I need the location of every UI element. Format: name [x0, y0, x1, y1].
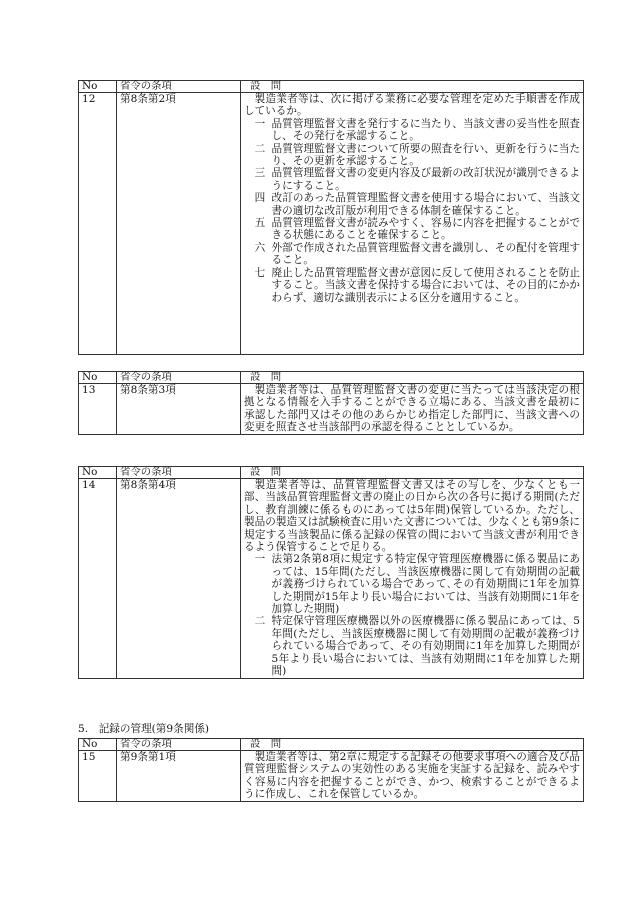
table-row [79, 479, 584, 679]
question-lead: 製造業者等は、次に掲げる業務に必要な管理を定めた手順書を作成しているか。 [244, 93, 580, 118]
item-text: 改訂のあった品質管理監督文書を使用する場合において、当該文書の適切な改訂版が利用できる体制を確保すること。 [271, 192, 580, 217]
question-item [255, 118, 580, 143]
header-question: 設 問 [241, 467, 584, 479]
header-clause: 省令の条項 [117, 372, 241, 384]
item-text: 品質管理監督文書について所要の照査を行い、更新を行うに当たり、その更新を承認すること。 [271, 142, 580, 168]
checklist-table-12 [78, 80, 584, 355]
item-text: 品質管理監督文書を発行するに当たり、当該文書の妥当性を照査し、その発行を承認すること。 [271, 117, 580, 143]
item-text: 外部で作成された品質管理監督文書を識別し、その配付を管理すること。 [271, 241, 580, 267]
item-text: 品質管理監督文書の変更内容及び最新の改訂状況が識別できるようにすること。 [271, 167, 580, 192]
item-mark: 二 [254, 142, 266, 155]
table-header-row [79, 739, 584, 751]
header-no: No [79, 372, 117, 384]
row-no: 12 [79, 93, 117, 355]
question-lead: 製造業者等は、品質管理監督文書又はその写しを、少なくとも一部、当該品質管理監督文書の廃止の日から次の各号に掲げる期間(ただし、教育訓練に係るものにあっては5年間)保管しているか。ただし、製品の製造又は試験検査に用いた文書については、少なくとも第9条に規定する当該製品に係る記録の保管の間において当該文書が利用できるよう保管することで足りる。 [244, 479, 580, 554]
header-no: No [79, 467, 117, 479]
row-clause: 第8条第3項 [117, 384, 241, 435]
table-header-row [79, 467, 584, 479]
question-lead: 製造業者等は、品質管理監督文書の変更に当たっては当該決定の根拠となる情報を入手することができる立場にある、当該文書を最初に承認した部門又はその他のあらかじめ指定した部門に、当該文書への変更を照査させ当該部門の承認を得ることとしているか。 [244, 384, 580, 434]
row-question [241, 479, 584, 679]
row-question [241, 93, 584, 355]
header-clause: 省令の条項 [117, 467, 241, 479]
checklist-table-15 [78, 738, 584, 802]
table-header-row [79, 81, 584, 93]
table-row [79, 93, 584, 355]
item-mark: 六 [254, 241, 266, 254]
question-item [255, 143, 580, 168]
question-item [255, 242, 580, 267]
header-clause: 省令の条項 [117, 81, 241, 93]
row-question [241, 751, 584, 802]
question-item [255, 615, 580, 677]
item-text: 廃止した品質管理監督文書が意図に反して使用されることを防止すること。当該文書を保持する場合においては、その目的にかかわらず、適切な識別表示による区分を適用すること。 [271, 266, 580, 304]
item-text: 品質管理監督文書が読みやすく、容易に内容を把握することができる状態にあることを確保すること。 [271, 217, 580, 242]
section-heading: 5. 記録の管理(第9条関係) [78, 723, 210, 735]
item-text: 特定保守管理医療機器以外の医療機器に係る製品にあっては、5年間(ただし、当該医療機器に関して有効期間の記載が義務づけられている場合であって、その有効期間に1年を加算した期間が5年より長い場合においては、当該有効期間に1年を加算した期間) [271, 615, 580, 678]
checklist-table-13 [78, 371, 584, 435]
header-question: 設 問 [241, 372, 584, 384]
item-mark: 五 [254, 217, 266, 230]
item-mark: 四 [254, 192, 266, 205]
row-clause: 第8条第4項 [117, 479, 241, 679]
row-no: 13 [79, 384, 117, 435]
row-no: 14 [79, 479, 117, 679]
header-question: 設 問 [241, 739, 584, 751]
table-header-row [79, 372, 584, 384]
row-question [241, 384, 584, 435]
item-mark: 一 [254, 553, 266, 566]
question-item [255, 217, 580, 242]
header-question: 設 問 [241, 81, 584, 93]
item-mark: 三 [254, 167, 266, 180]
table-row [79, 384, 584, 435]
item-mark: 二 [254, 615, 266, 628]
question-lead: 製造業者等は、第2章に規定する記録その他要求事項への適合及び品質管理監督システムの実効性のある実施を実証する記録を、読みやすく容易に内容を把握することができ、かつ、検索することができるように作成し、これを保管しているか。 [244, 751, 580, 801]
item-mark: 七 [254, 266, 266, 279]
question-item [255, 167, 580, 192]
row-no: 15 [79, 751, 117, 802]
header-no: No [79, 739, 117, 751]
question-item [255, 553, 580, 615]
header-no: No [79, 81, 117, 93]
item-mark: 一 [254, 117, 266, 130]
question-item [255, 267, 580, 304]
row-clause: 第8条第2項 [117, 93, 241, 355]
row-clause: 第9条第1項 [117, 751, 241, 802]
item-text: 法第2条第8項に規定する特定保守管理医療機器に係る製品にあっては、15年間(ただし、当該医療機器に関して有効期間の記載が義務づけられている場合であって､その有効期間に1年を加算した期間が15年より長い場合においては、当該有効期間に1年を加算した期間) [271, 553, 580, 616]
table-row [79, 751, 584, 802]
header-clause: 省令の条項 [117, 739, 241, 751]
checklist-table-14 [78, 466, 584, 679]
question-item [255, 192, 580, 217]
